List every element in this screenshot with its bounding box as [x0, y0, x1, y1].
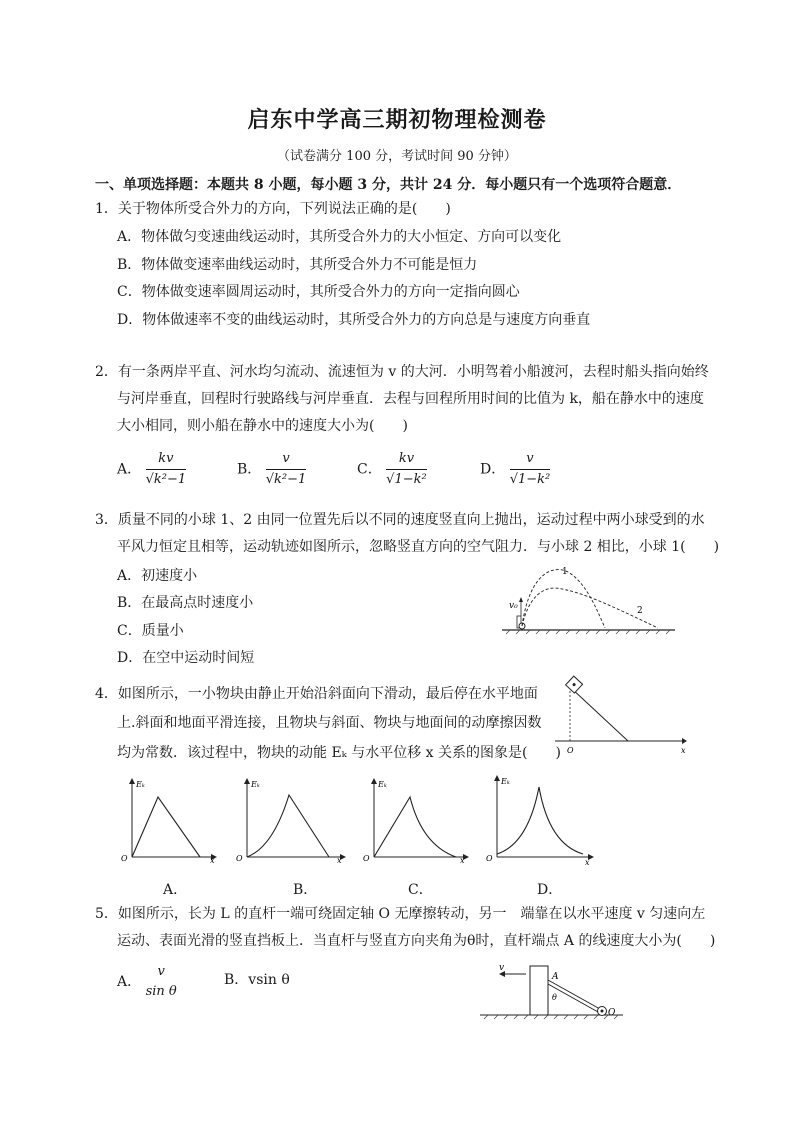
q4-graph-c	[360, 775, 472, 865]
q4-graph-a-o: O	[121, 854, 128, 863]
q4-option-d-label: D．	[537, 882, 563, 898]
q4-incline-figure	[550, 675, 690, 755]
q5-line-1: 5．如图所示，长为 L 的直杆一端可绕固定轴 O 无摩擦转动，另一 端靠在以水平速度 v 匀速向左	[95, 906, 706, 922]
q2-option-d	[480, 449, 550, 490]
q2-option-d-label: D．	[480, 461, 506, 478]
q4-incline	[570, 687, 628, 741]
q5-option-a	[117, 962, 177, 1002]
q4-option-c-label: C．	[408, 882, 433, 898]
q1-option-a: A．物体做匀变速曲线运动时，其所受合外力的大小恒定、方向可以变化	[117, 229, 562, 245]
q4-x-arrowhead	[682, 738, 687, 744]
q2-option-a	[117, 449, 186, 490]
q5-rod-figure	[478, 960, 628, 1022]
q3-label-1: 1	[562, 567, 568, 577]
q4-graph-d	[483, 772, 598, 867]
q4-graph-b-x: x	[337, 856, 342, 865]
q2-option-b	[237, 449, 306, 490]
q5-option-a-den: sin θ	[145, 984, 177, 999]
q4-x-label: x	[681, 746, 686, 755]
q4-graph-a-curve	[132, 797, 200, 857]
q5-point-a: A	[552, 972, 559, 982]
q2-option-b-num: v	[266, 449, 307, 470]
q3-option-a: A．初速度小	[117, 568, 198, 584]
q4-graph-a	[118, 775, 218, 865]
q4-graph-b-ek: Eₖ	[251, 780, 260, 789]
q4-graph-a-ek: Eₖ	[136, 780, 145, 789]
q3-option-b: B．在最高点时速度小	[117, 595, 254, 611]
q4-graph-a-x: x	[210, 856, 215, 865]
q2-option-d-num: v	[510, 449, 551, 470]
q4-graph-b-o: O	[236, 854, 243, 863]
page-title: 启东中学高三期初物理检测卷	[247, 107, 547, 133]
q1-option-c: C．物体做变速率圆周运动时，其所受合外力的方向一定指向圆心	[117, 284, 520, 300]
q1-option-d: D．物体做速率不变的曲线运动时，其所受合外力的方向总是与速度方向垂直	[117, 312, 591, 328]
q5-theta: θ	[552, 993, 557, 1002]
q3-trajectory-1	[522, 570, 605, 628]
q5-pivot-center	[601, 1010, 604, 1013]
q4-graph-d-o: O	[486, 854, 493, 863]
q4-option-b-label: B．	[293, 882, 318, 898]
q3-line-1: 3．质量不同的小球 1、2 由同一位置先后以不同的速度竖直向上抛出，运动过程中两小球受到的水	[95, 512, 705, 528]
q2-option-b-den: √k²−1	[265, 472, 307, 487]
q2-option-a-label: A．	[117, 461, 142, 478]
q2-option-c-den: √1−k²	[386, 472, 427, 487]
q2-option-c-num: kv	[386, 449, 427, 470]
q4-origin-label: O	[567, 746, 574, 755]
q3-v0-arrowhead	[519, 597, 523, 602]
q2-line-3: 大小相同，则小船在静水中的速度大小为( )	[117, 418, 408, 434]
q2-line-1: 2．有一条两岸平直、河水均匀流动、流速恒为 v 的大河．小明驾着小船渡河，去程时船头指向始终	[95, 364, 709, 380]
q3-line-2: 平风力恒定且相等，运动轨迹如图所示，忽略竖直方向的空气阻力．与小球 2 相比，小球 1( )	[117, 539, 720, 555]
q3-label-2: 2	[637, 606, 643, 616]
q4-line-3: 均为常数．该过程中，物块的动能 Eₖ 与水平位移 x 关系的图象是( )	[117, 745, 561, 761]
q2-line-2: 与河岸垂直，回程时行驶路线与河岸垂直．去程与回程所用时间的比值为 k，船在静水中的速度	[117, 391, 704, 407]
q2-option-a-num: kv	[146, 449, 187, 470]
q5-option-b: B．vsin θ	[224, 972, 290, 988]
q5-v-label: v	[499, 963, 505, 973]
q4-graph-c-o: O	[363, 854, 370, 863]
q5-point-o: O	[608, 1008, 616, 1018]
q2-option-b-label: B．	[237, 461, 262, 478]
q1-stem: 1．关于物体所受合外力的方向，下列说法正确的是( )	[95, 201, 451, 217]
q4-option-a-label: A．	[163, 882, 188, 898]
page-subtitle: （试卷满分 100 分，考试时间 90 分钟）	[277, 149, 517, 164]
q4-graph-c-curve	[374, 797, 456, 857]
q4-graph-d-x: x	[585, 858, 590, 867]
section-heading: 一、单项选择题：本题共 8 小题，每小题 3 分，共计 24 分．每小题只有一个选项符合题意．	[95, 177, 682, 193]
q5-option-a-label: A．	[117, 974, 142, 990]
q2-option-c-label: C．	[357, 461, 382, 478]
q3-trajectory-figure	[500, 560, 680, 635]
q4-graph-b	[233, 775, 348, 865]
q4-graph-d-ek: Eₖ	[501, 777, 510, 786]
q4-line-2: 上.斜面和地面平滑连接，且物块与斜面、物块与地面间的动摩擦因数	[117, 715, 542, 731]
q4-line-1: 4．如图所示，一小物块由静止开始沿斜面向下滑动，最后停在水平地面	[95, 686, 538, 702]
q5-board	[530, 966, 548, 1015]
q4-block	[566, 676, 583, 693]
q4-graph-d-curve	[497, 787, 583, 854]
q1-option-b: B．物体做变速率曲线运动时，其所受合外力不可能是恒力	[117, 257, 478, 273]
q5-ground-hatch	[484, 1015, 618, 1019]
q3-v0-label: v₀	[509, 601, 518, 611]
q2-option-d-den: √1−k²	[509, 472, 551, 487]
q2-option-a-den: √k²−1	[145, 472, 187, 487]
q4-graph-b-curve	[247, 795, 329, 857]
q3-option-c: C．质量小	[117, 623, 184, 639]
q5-line-2: 运动、表面光滑的竖直挡板上．当直杆与竖直方向夹角为θ时，直杆端点 A 的线速度大小为( )	[117, 933, 716, 949]
q2-option-c	[357, 449, 427, 490]
q3-option-d: D．在空中运动时间短	[117, 650, 255, 666]
q4-graph-c-ek: Eₖ	[378, 780, 387, 789]
q5-option-a-num: v	[157, 964, 165, 979]
q4-graph-c-x: x	[460, 856, 465, 865]
